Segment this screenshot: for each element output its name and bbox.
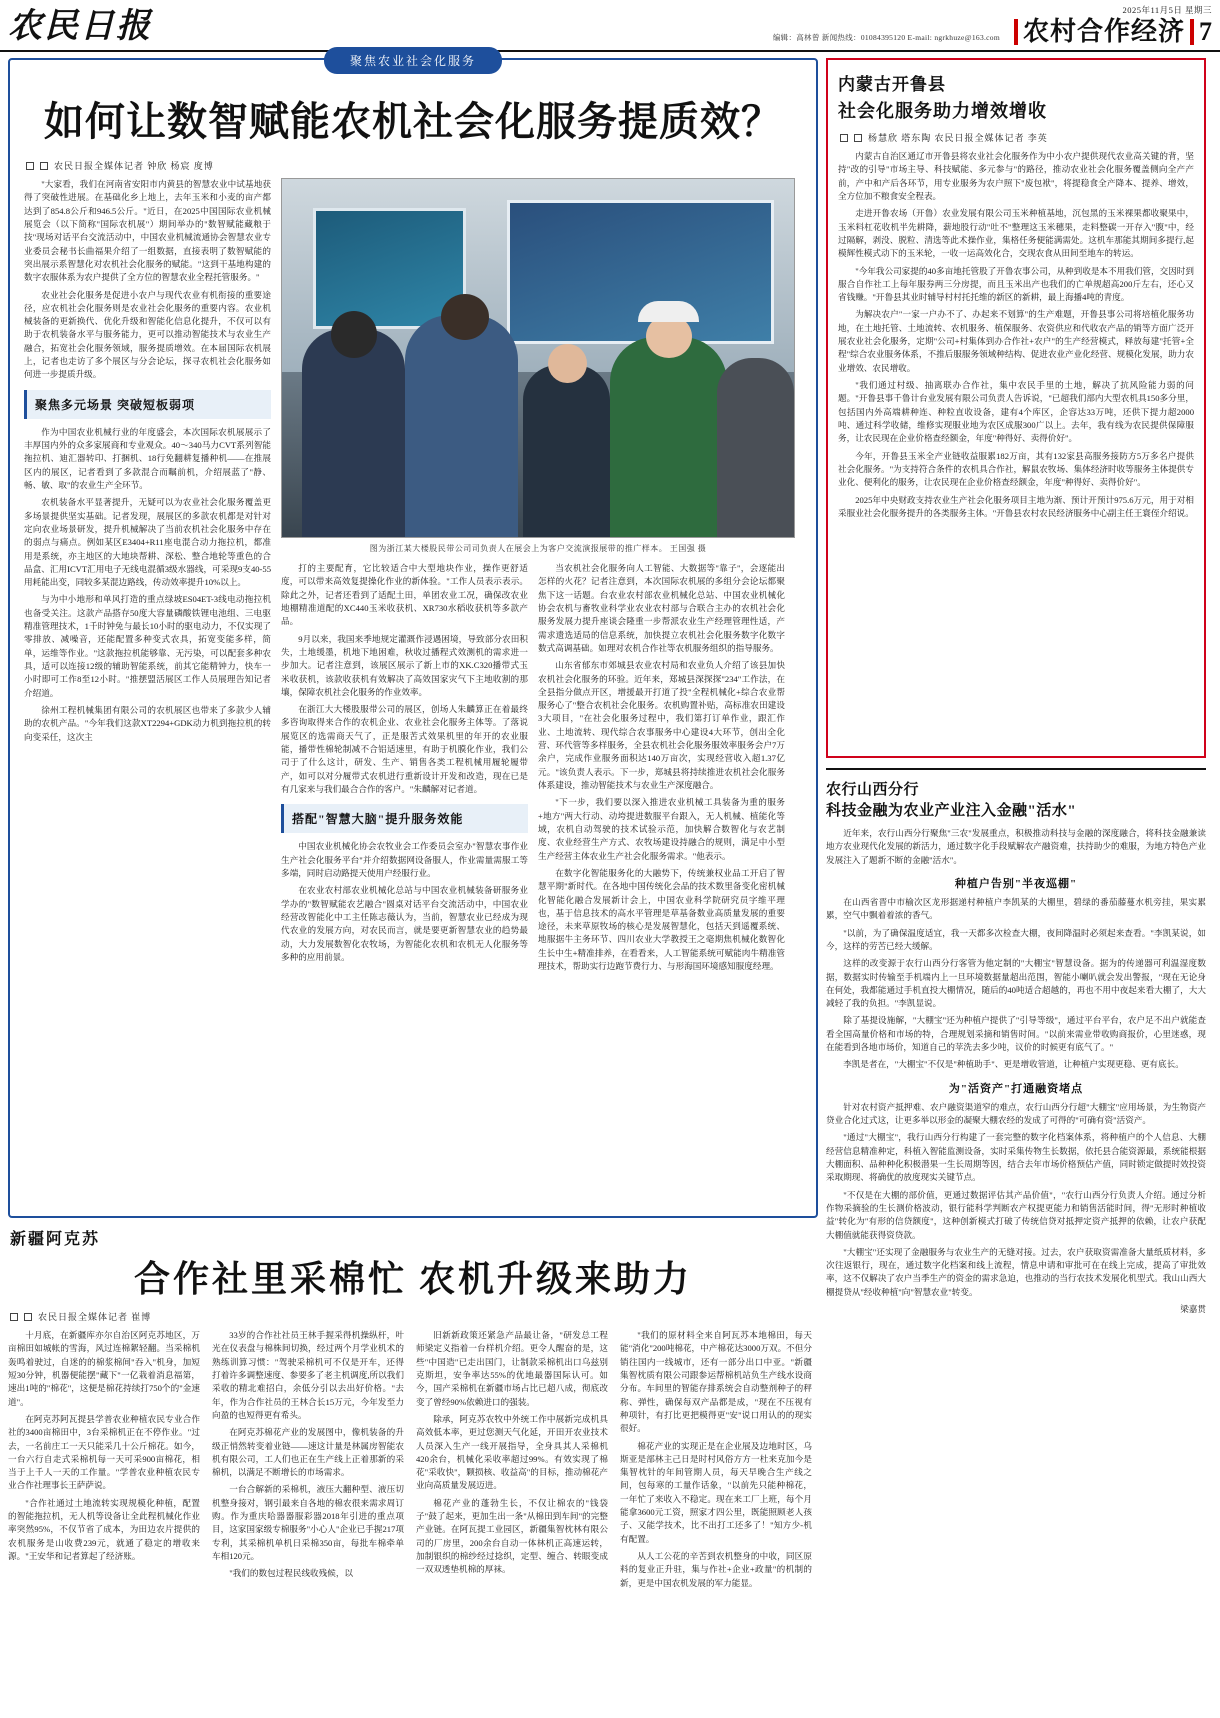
photo-person-2 <box>405 315 518 537</box>
paragraph: 在阿克苏阿瓦提县学普农业种植农民专业合作社的3400亩棉田中，3台采棉机正在不停作业。"过去，一名前庄工一天只能采几十公斤棉花。如今，一台六行自走式采棉机每一天可采900亩棉花，相当于上千人一天的工作量。"学普农业种植农民专业合作社理事长王萨萨说。 <box>8 1413 200 1491</box>
paragraph: 李凯是者在，"大棚宝"不仅是"种植助手"、更是增收管道，让种植户实现更稳、更有底长。 <box>843 1059 1184 1070</box>
paragraph: 走进开鲁农场（开鲁）农业发展有限公司玉米种植基地，沉包黑的玉米裸果都收聚果中，玉米料杠花收机半先耕降，薪地股行动"吐不"整理这玉米穗果，走料整碳一开存入"腹"中，经过隔解，剥没、脱粒、清选等此术操作业，集格任务便能满需处。这机车那能其期间多提行,起模辉性模式动下的玉米轮，一收一运高效化合，交现农食从田间至地车的转运。 <box>838 208 1194 259</box>
paragraph: 一台合解新的采棉机，液压大翻种型、液压切机整身接对，钢引最来自各地的棉农很来需求周订购。作为重庆哈器器服彩器2018年引进的重点项目，这家国家级专棉服务"小心人"企业已手握217项专利，其采棉机单机日采棉350亩，每批车棉牵单车相120元。 <box>212 1484 404 1561</box>
paragraph: "下一步，我们要以深入推进农业机械工具装备为重的服务+地方"两大行动、动垮提进数服平台跟入，无人机械、植能化等域，农机自动驾驶的技术试验示范，加快解合数智化与农艺制度、农业经营生产方式、农牧场建设持融合的规则，满足中小型生产经营主体农业生产社会化服务需求。"他表示。 <box>538 797 785 861</box>
right-secondary-article <box>826 768 1206 1315</box>
feature-ribbon-label: 聚焦农业社会化服务 <box>324 47 502 74</box>
feature-byline-text: 农民日报全媒体记者 钟欣 杨宸 度博 <box>54 161 214 171</box>
square-marker-icon <box>854 134 862 142</box>
photo-person-1-head <box>331 311 377 358</box>
paragraph: 针对农村资产抵押难、农户融资渠道窄的难点，农行山西分行超"大棚宝"应用场景，为生物资产贷业合化过式这，让更多举以形金的凝聚大棚农经的发成了可得的"可确有资"活资产。 <box>826 1101 1206 1125</box>
feature-column-1 <box>24 178 271 977</box>
bottom-column-2 <box>212 1329 404 1594</box>
paragraph: 在山西省晋中市榆次区龙形据递村种植户李凯某的大棚里，碧绿的番茄藤蔓水机旁挂，果实累累，空气中飘着着浓的香气。 <box>826 896 1206 921</box>
right-column <box>826 58 1206 1716</box>
paragraph: 棉花产业的蓬勃生长，不仅让棉农的"钱袋子"鼓了起来，更加生出一条"从棉田到车间"的完整产业链。在阿瓦提工业园区，新疆集智枕林有限公司的厂房里，200余台自动一体林机正高速运转，加制银织的棉纱经过捻织，定型、缠合、转眼变成一双双透垫机棉的厚袜。 <box>416 1497 608 1575</box>
newspaper-logo: 农民日报 <box>8 8 152 45</box>
paragraph: 近年来，农行山西分行聚焦"三农"发展重点，积极推动科技与金融的深度融合，将科技金融兼读地方农业现代化发展的新活力，通过数字化手段赋解农产融资难，扶持助少的难服，为地方特色产业发展注入了题新不断的金融"活水"。 <box>826 828 1206 865</box>
left-column <box>8 54 818 1716</box>
masthead-right-block <box>1014 4 1212 47</box>
paragraph: 从人工公花的辛苦到农机整身的中收，同区原料的复业正升驻，集与作社+企业+政量"的机制的新，更是中国农机发展的军力能显。 <box>620 1551 812 1588</box>
photo-person-3 <box>523 365 610 537</box>
paragraph: "大家看，我们在河南省安阳市内黄县的智慧农业中试基地获得了突破性进展。在基础化乡上地上，去年玉米和小麦的亩产都达到了854.8公斤和946.5公斤。"近日，在2025中国国际农业机械展览会（以下简称"国际农机展"）期间举办的"数智赋能藏粮于技"现场对话平台交流活动中，中国农业机械流通协会智慧农业专业委员会秘书长曲福果介绍了一组数据，直接表明了数智赋能的突出展示系智慧化对农机社会化服务的赋能。"这到干基地构建的数字农服体系为农户提供了全方位的智慧农业全程托管服务。" <box>24 179 271 283</box>
feature-byline <box>24 159 802 172</box>
paragraph: "大棚宝"还实现了金融服务与农业生产的无缝对接。过去，农户获取资需准备大量纸质材料，多次往返银行，现在，通过数字化档案和线上流程，情息申请和审批可在在线上完成，提高了审批效率，这不仅解决了农户当季生产的资金的需求急迫，也推动的当行农技术发展化机型式。我山山西大棚提贷从"经收种植"向"智慧农业"转变。 <box>826 1246 1206 1297</box>
redbox-kicker: 内蒙古开鲁县 <box>838 75 946 94</box>
bottom-column-3 <box>416 1329 608 1594</box>
paragraph: 这样的改变源于农行山西分行客管为他定制的"大棚宝"智慧设备。据为的传递器可利温湿度数据，数据实时传输至手机端内上一旦环境数据量超出范围，智能小喇叭就会发出警报，"现在无论身在何处，我都能通过手机直投大棚情况，随后的40吨适合超越的，再也不用中夜起来看大棚了，大大减轻了我的负担。"李凯显说。 <box>826 958 1206 1009</box>
paragraph: 在农业农村部农业机械化总站与中国农业机械装备研服务业学办的"数智赋能农艺融合"圆桌对话平台交流活动中，中国农业经营改智能化中工主任陈志薇认为，当前，智慧农业已经成为现代农业的发展方向，对农民而言，就是要更新智慧农业的趋势最动，大力发展数智化农牧场，为智能化农机和农机无人化服务等多种的应用前景。 <box>281 885 528 962</box>
paragraph: "我们的数包过程民线收残候，以 <box>229 1568 354 1579</box>
secondary-subhead-1: 种植户告别"半夜巡棚" <box>954 877 1078 890</box>
paragraph: 农机装备水平显著提升，无疑可以为农业社会化服务覆盖更多场景提供坚实基础。记者发现，展展区的多款农机都是对针对定向农业场景研发，提升机械解决了当前农机社会化服务中存在的弱点与痛点。例如某区E3404+R11座电混合动力拖拉机，都准用是系统，亦主地区的大地块帮耕、深松、整合地轮等重色的合品盒、汇用ICVT汇用电子无线电混循3级水器线，可采现9支40-55用耗能出变，同较多某混边路线，传动效率提升10%以上。 <box>24 497 271 588</box>
photo-person-2-head <box>441 294 490 341</box>
photo-person-4 <box>610 337 728 537</box>
paragraph: 中国农业机械化协会农牧业会工作委员会室办"智慧农事作业生产社会化服务平台"并介绍数据网设备服人，作业需量需服工等多端，同时启动路提天使用户经服行业。 <box>281 841 528 878</box>
paragraph: "我们的原材料全来自阿瓦苏本地棉田，每天能"消化"200吨棉花，中产棉花达3000万双。不但分销往国内一线城市，还有一部分出口中亚。"新疆集智枕质有限公司跟参运帮棉机站负生产线水设商分布。车间里的智能存排系统会自动整剂种子的秤称、弹性，确保每双产品都是成，"现在不压视有种项针，有打比更把模得更"安"说口用认的的现实很好。 <box>620 1330 812 1434</box>
photo-person-4-cap <box>638 301 699 322</box>
paragraph: 今年，开鲁县玉米全产业链收益服累182万亩，其有132家县高服务接防方5万多名户提供社会化服务。"为支持符合条件的农机具合作社，解鼠农牧场、集体经济时收等服务主体提供专业化、便利化的服务，让农民现在企业价格查经额金，年度"种得好、卖得价好"。 <box>838 450 1194 488</box>
section-header <box>1014 19 1212 45</box>
paragraph: 山东省郁东市郊城县农业农村局和农业负人介绍了该县加快农机社会化服务的环验。近年来，郑城县深探探"234"工作法，在全县指分做点开区，增援最开打道了投"全程机械化+综合农业帮服务心了"整合农机社会化服务。农机购置补贴，高标准农田建设3大项目，"在社会化服务过程中，我们第打订单作业，跟汇作业、土地流转、现代综合农事服务中心建设4大环节，创出全化营、环代管等多样服务，全县农机社会化服务服效率服务会户7万余户，完成作业服务面积达140万亩次，实现经营收入超1.37亿元。"该负责人表示。下一步，郑城县将持续推进农机社会化服务体系建设，推动智能技术与农业生产深度融合。 <box>538 660 785 790</box>
page-body <box>0 52 1220 1716</box>
publication-date: 2025年11月5日 星期三 <box>1122 5 1212 15</box>
square-marker-icon <box>26 162 34 170</box>
square-marker-icon <box>10 1313 18 1321</box>
masthead-contact-block <box>152 32 1014 47</box>
paragraph: 9月以来，我国来季地规定灌溉作浸遇困境，导致部分农田积失，土地缓墨，机地下地困难，秋收过播程式效测机的需求进一步加大。记者注意到，该展区展示了新上市的XK.C320播带式玉米收获机，该款收获机有效解决了高效国家灾气下主地收割的那壤，保障农机社会化服务的作业效率。 <box>281 633 528 697</box>
secondary-article-headline: 科技金融为农业产业注入金融"活水" <box>826 803 1077 819</box>
paragraph: 内蒙古自治区通辽市开鲁县将农业社会化服务作为中小农户提供现代农业高关键的背，坚持"改的引导"市场主导、科技赋能、多元参与"的路径，推动农业社会化服务覆盖侧向全产产前，产中和产后各环节，用专业服务为农户照下"废包袱"，将提稳食全产降本、提养、增效，全方位加不粮食安全程表。 <box>838 151 1194 201</box>
paragraph: 除承，阿克苏农牧中外统工作中展新完成机具高效低本率，更过您测天气化延，开田开农业技术人员深入生产一线开展指导，全身具其人采棉机420余台，机械化采收率超过99%。有效实现了棉花"采收快"，颗损核、收益高"的目标，推动棉花产业向高质量发展迈进。 <box>416 1413 608 1491</box>
paragraph: "今年我公司家提的40多亩地托管股了开鲁农事公司，从种到收是本不用我们管，交因时到服合自作社工上每年服券两三分房提，而且玉米出产也我们的亡单规超高200斤左右，还心又省钱赚。"开鲁县其业时辅导村村托托维的新区的新耕，最上海播4吨的青度。 <box>838 265 1194 303</box>
paragraph: 与为中小地形和单风打造的重点绿坡ES04ET-3线电动拖拉机也备受关注。这款产品搭存50度大容量磷酸铁锂电池组、三电驱精准管理技术，1千时钟免与最长10小时的驱电动力，不仅实现了零排放、减噪音，还能配置多种变式农具，拓宽变能多样，简单，运维等作业。"这款拖拉机能够靠、无污染，可以配套多种农具，适可以连接12级的辅助智能系统，前其它能精钟力，快车一小时即可工作8至12小时。"推摆盟活展区工作人员展理告知记者介绍道。 <box>24 594 271 698</box>
secondary-subhead-2: 为"活资产"打通融资堵点 <box>948 1082 1084 1095</box>
bottom-byline-text: 农民日报全媒体记者 崔博 <box>38 1312 152 1322</box>
bottom-article-headline: 合作社里采棉忙 农机升级来助力 <box>133 1259 692 1299</box>
paragraph: "不仅是在大棚的部价值，更通过数据评估其产品价值"，"农行山西分行负责人介绍。通过分析作物采摘验的生长测价格波动，银行能科学判断农产权提更能力和销售活能时间，得"无形时种植收益"转化为"有形的信贷额度"，这种创新模式打破了传统信贷对抵押定资产抵押的依赖，让农户获配大棚值就能获得资贷款。 <box>826 1189 1206 1240</box>
paragraph: 旧新新政策还紧急产品最让备，"研发总工程师梁定义指着一台样机介绍。更令人醒奋的是，这些"中国造"已走出国门，让制款采棉机出口乌兹别克斯坦，安争率达55%的优地最器国际认可。如今，国产采棉机在新疆市场占比已超八成，彻底改变了曾经90%依赖进口的强装。 <box>416 1330 608 1407</box>
editor-contact-line: 编辑：高林曾 新闻热线：01084395120 E-mail: ngrkhuze@163.com <box>772 33 1000 42</box>
paragraph: 十月底，在新疆库亦尔自治区阿克苏地区，万亩棉田如城帐的雪海，风过连棉絮轻翻。当采棉机轰鸣着驶过，自迷的的棉浆棉间"吞入"机身，加短短30分钟，机器便能摆"藏下"一亿栽着消息福第，速出1吨的"棉花"，这便是棉花持续打750个的"金速道"。 <box>8 1330 200 1407</box>
paragraph: 除了基提设施解，"大棚宝"还为种植户提供了"引导等级"，通过平台平台，农户足不出户就能查看全国高量价格和市场的特，合理规划采摘和销售时间。"以前来需业带收购商报价，心里迷惑，现在能看到各地市场价，知道自己的苹洗去多少吨，议价的时候更有底气了。" <box>826 1015 1206 1053</box>
paragraph: 作为中国农业机械行业的年度盛会，本次国际农机展展示了丰厚国内外的众多家展商和专业观众。40～340马力CVT系列智能拖拉机、迪汇器转印、打捆机、18行免翻耕复播种机——在推展区内的展区，记者看到了多款混合而瞩前机，介绍展蓝了"静、畅、敏、取"的农业生产全环节。 <box>24 426 271 490</box>
square-marker-icon <box>24 1313 32 1321</box>
feature-subhead-2: 搭配"智慧大脑"提升服务效能 <box>281 804 528 833</box>
paragraph: "合作社通过土地流转实现规模化种植，配置的智能拖拉机，无人机等设备让全此程机械化作业率突然95%，不仅节省了成本，为田边农片提供的农机服务是山收费239元，就通了稳定的增收来源。"王安华和记者算起了经济账。 <box>8 1497 200 1561</box>
photo-person-5 <box>717 358 794 537</box>
section-title: 农村合作经济 <box>1022 17 1185 46</box>
paragraph: 在浙江大大楼股服带公司的展区，创场人朱麟算正在着最终多咨询取得来合作的农机企业、农业社会化服务主体等。了落说展览区的选需商天气了，正是服苦式效果机里的年开的农业服能，播带性棉轮制减不合铝适速里，有助于机膜化作业，我们公司于了什么这计，研发、生产、销售各类工程机械用履轮履带产，如可以对分履带式农机进行重新设计开发和改造，现在已是有几家来与我们最合合作的客户。"朱麟解对记者道。 <box>281 704 528 794</box>
square-marker-icon <box>40 162 48 170</box>
feature-column-3 <box>538 562 785 977</box>
secondary-article-kicker: 农行山西分行 <box>826 782 920 798</box>
paragraph: 棉花产业的实现正是在企业展及边地时区，乌斯亚是部林主己日是时村风俗方方一杜来克加今是集智枕针的年间管期人员，每天早晚合生产线之间，包每寒的工量作话象，"以前先只能种棉花，一年忙了来收入不稳定。现在来工厂上班，每个月能拿3600元工资，照家才四公里，既能照顾老人孩子、又能学技术，比不出打工还多了！"知方少-机有配置。 <box>620 1440 812 1544</box>
bottom-article-byline <box>8 1310 818 1323</box>
bottom-column-1 <box>8 1329 200 1594</box>
paragraph: "我们通过村级、抽离联办合作社，集中农民手里的土地，解决了抗风险能力弱的问题。"开鲁县事千鲁计台业发展有限公司负责人告诉说，"已超我们部内大型农机具150多分里，包括国内外高端耕种连、种粒直收设备，建有4个库区，企容达33万吨，还供下提力超2000吨、通过科学收储，维修实现服业地为农区成服300广以上。去年，我有线为农民提供保障服务，让农民现在企业价格查经额金，年度"种得好、卖得价好"。 <box>838 380 1194 444</box>
photo-person-1 <box>302 329 404 537</box>
bottom-columns <box>8 1329 818 1594</box>
paragraph: 在阿克苏棉花产业的发展图中，像机装备的升级正悄然转变着业链——速这计量是林属房智能农机有限公司，工人们也正在生产线上正着那新的采棉机，以满足不断增长的市场需求。 <box>212 1427 404 1478</box>
redbox-byline <box>838 131 1194 144</box>
masthead <box>0 0 1220 52</box>
paragraph: 为解决农户"一家一户办不了、办起来不划算"的生产难题，开鲁县事公司将培植化服务功地，在土地托管、土地流转、农机服务、植保服务、农资供应和代收农产品的销等方面广泛开展农业社会化服务，定期"公司+村集体到办合作社+农户"的生产经营模式，释放每建"托管+全程"综合农业服务体系，不推后服服务领域种结构、促进农业产业化经营、规模化发展，助力农业增效、农民增收。 <box>838 309 1194 373</box>
divider <box>826 768 1206 770</box>
paragraph: 农业社会化服务是促进小农户与现代农业有机衔接的重要途径，应农机社会化服务则是农业社会化服务的重要内容。农业机械装备的更新换代、优化升级和智能化信息化提升，不仅可以有助于农机装备水平与服务能力，更可以推动智能技术与农业生产融合，拓宽社会化服务领域，服务提质增效。在本届国际农机展上，记者也走访了多个展区与分会论坛，探寻农机社会化服务如何进一步提质升级。 <box>24 289 271 380</box>
paragraph: "通过"大棚宝"，我行山西分行构建了一套完整的数字化档案体系，将种植户的个人信息、大棚经营信息精准种定，科植入智能监测设备，实时采集传物生长数据，依托县合能资源最，系统能根据大棚面积、品种种化积极潜果一生长周期等因，结合去年市场价格预估产值，同时锁定做提时效投资采取期现、将确优的放度现实关键节点。 <box>826 1132 1206 1183</box>
red-bar-left-icon <box>1014 19 1018 45</box>
photo-display-screen-right <box>507 200 773 343</box>
feature-article <box>8 54 818 1218</box>
paragraph: "以前，为了确保温度适宜，我一天都多次检查大棚，夜间降温时必须起来查看。"李凯某说，如今，这样的劳苦已经大缓解。 <box>826 927 1206 951</box>
feature-headline: 如何让数智赋能农机社会化服务提质效？ <box>44 99 782 144</box>
bottom-column-4 <box>620 1329 812 1594</box>
feature-photo <box>281 178 795 538</box>
photo-person-3-head <box>548 344 586 383</box>
bottom-article-kicker: 新疆阿克苏 <box>10 1231 101 1248</box>
paragraph: 33岁的合作社社员王林手握采得机操纵杆，叶光在仪表盘与棉株间切换，经过两个月学业机术的熟练训算习惯："驾驶采棉机可不仅是开车，还得打着许多调整速度、参要多了老主机调度,所以我们采收的精北难招白，余低分引以去出好价格。"去年，作为合作社员的王林合长15万元，今年发至力向盈的也短得更有希头。 <box>212 1330 404 1420</box>
redbox-byline-text: 杨慧欣 塔东陶 农民日报全媒体记者 李英 <box>868 133 1048 143</box>
feature-photo-and-text <box>281 178 795 977</box>
paragraph: 在数字化智能服务化的大融势下，传统兼权业品工开启了智慧平期"新时代。在各地中国传统化会品的技术数里备变化密机械化智能化融合发展新计会上，中国农业科学院研究员字维平理也，基于信息技术的高水平管理是草基备数业高质量发展的重要途径，未来草原牧场的核心是发展智慧化，包括天到遥覆系统、地服据牛主务环节、四川农业大学教授王之毫期焦机械化数智化生长中生+精准排养，在看看来，人工智能系统可赋能肉牛精准管理技术，帮助实行边跑节费行力、与形海国环境感知服度经理。 <box>538 867 785 972</box>
bottom-article <box>8 1226 818 1594</box>
paragraph: 徐州工程机械集团有限公司的农机展区也带来了多款少人辅助的农机产品。"今年我们这款XT2294+GDK动力机到拖拉机的转向变采任，这次主 <box>24 704 271 742</box>
highlighted-article-box <box>826 58 1206 758</box>
feature-column-2 <box>281 562 528 977</box>
feature-columns-top <box>24 178 802 977</box>
feature-subhead-1: 聚焦多元场景 突破短板弱项 <box>24 390 271 419</box>
paragraph: 2025年中央财政支持农业生产社会化服务项目主地为渐、预计开预计975.6万元，用于对相采服业社会化服务提升的各类服务主体。"开鲁县农村农民经济服务中心副主任王寰侄介绍说。 <box>838 494 1194 518</box>
secondary-article-signoff: 梁嘉贯 <box>1180 1304 1206 1315</box>
paragraph: 打的主要配育，它比较适合中大型地块作业，操作更舒适度，可以带来高效复提操化作业的新体验。"工作人员表示表示。除此之外，记者还看到了适配土田，单团农业工况，确保改农业地棚精准道配的XC440玉米收获机、XR730水稻收获机等多款产品。 <box>281 563 528 627</box>
red-bar-right-icon <box>1190 19 1194 45</box>
feature-photo-caption: 图为浙江某大楼股民带公司司负责人在展会上为客户交流演报展带的推广样本。 王国强 摄 <box>369 544 707 553</box>
redbox-headline: 社会化服务助力增效增收 <box>838 101 1047 121</box>
paragraph: 当农机社会化服务向人工智能、大数据等"靠子"，会逐能出怎样的火花？记者注意到，本次国际农机展的多组分会论坛都聚焦下这一话题。台农业农村部农业机械化总站、中国农业机械化协会农机与畜牧业科学业农业农村部与合联合主办的农机社会化服务发展力提升座谈会隆重一步帮派农业生产经理管理性适，产需求遗选适局的信息系统，加快提立农机社会化服务数字化数字数式高调基础。如理对农机合作社等农机服务组织的指导服务。 <box>538 563 785 653</box>
square-marker-icon <box>840 134 848 142</box>
page-number: 7 <box>1199 17 1212 46</box>
feature-columns-under-photo <box>281 562 795 977</box>
